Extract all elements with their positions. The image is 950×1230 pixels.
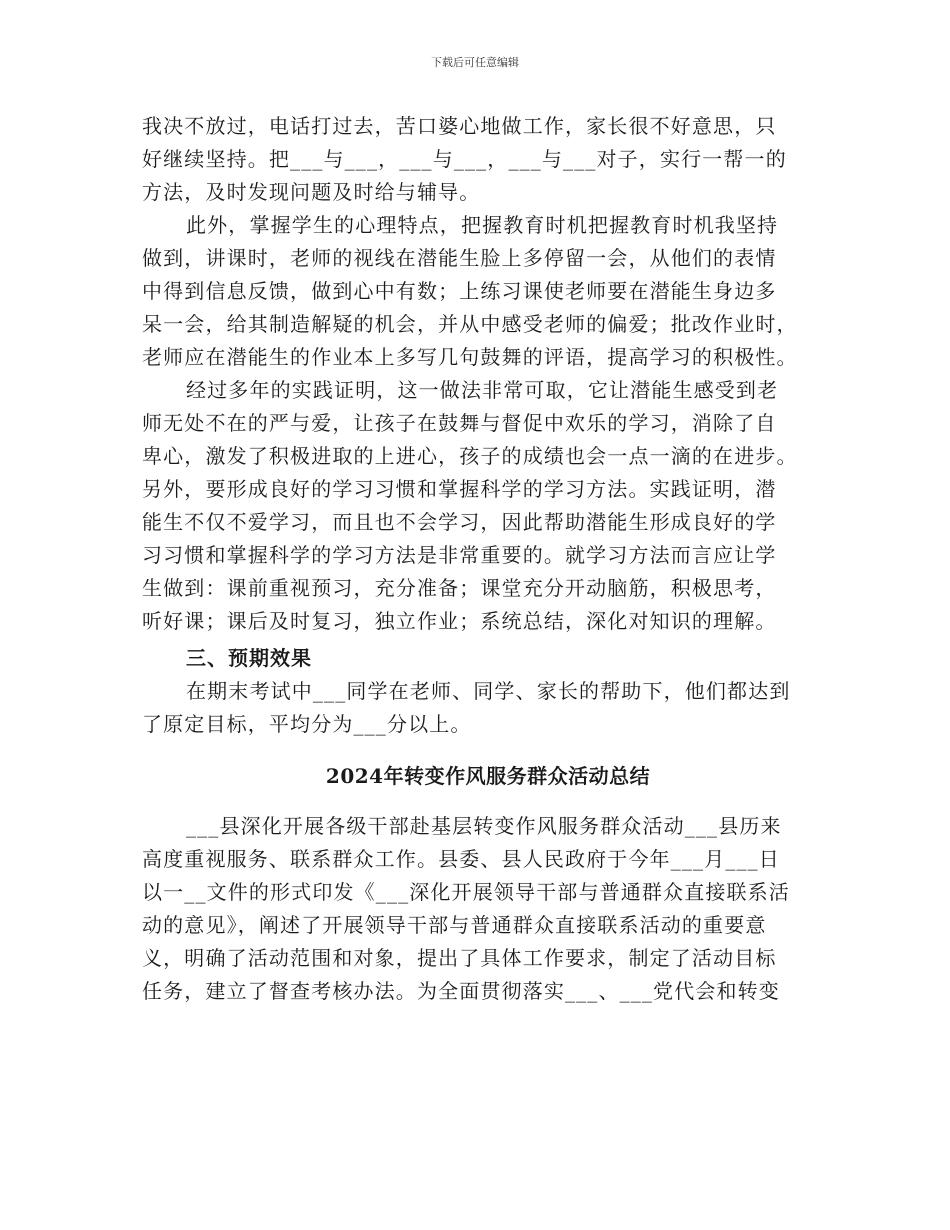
text-line: 以一__文件的形式印发《___深化开展领导干部与普通群众直接联系活 (142, 880, 790, 904)
text-line: 另外，要形成良好的学习习惯和掌握科学的学习方法。实践证明，潜 (142, 477, 777, 501)
text-line: 做到，讲课时，老师的视线在潜能生脸上多停留一会，从他们的表情 (142, 246, 777, 270)
text-line: 任务，建立了督查考核办法。为全面贯彻落实___、___党代会和转变 (142, 979, 780, 1003)
text-line: 呆一会，给其制造解疑的机会，并从中感受老师的偏爱；批改作业时， (142, 312, 798, 336)
text-line: 中得到信息反馈，做到心中有数；上练习课使老师要在潜能生身边多 (142, 279, 777, 303)
text-line: 在期末考试中___同学在老师、同学、家长的帮助下，他们都达到 (186, 679, 791, 703)
text-line: 能生不仅不爱学习，而且也不会学习，因此帮助潜能生形成良好的学 (142, 510, 777, 534)
text-line: 听好课；课后及时复习，独立作业；系统总结，深化对知识的理解。 (142, 609, 777, 633)
text-line: 了原定目标，平均分为___分以上。 (142, 712, 472, 736)
text-line: 高度重视服务、联系群众工作。县委、县人民政府于今年___月___日 (142, 847, 780, 871)
text-line: 老师应在潜能生的作业本上多写几句鼓舞的评语，提高学习的积极性。 (142, 345, 798, 369)
paragraph-effect (142, 675, 814, 741)
document-body (142, 110, 814, 1008)
text-line: 动的意见》，阐述了开展领导干部与普通群众直接联系活动的重要意 (142, 913, 767, 937)
text-line: 卑心，激发了积极进取的上进心，孩子的成绩也会一点一滴的在进步。 (142, 444, 798, 468)
document-title: 2024年转变作风服务群众活动总结 (325, 764, 651, 788)
text-line: 师无处不在的严与爱，让孩子在鼓舞与督促中欢乐的学习，消除了自 (142, 411, 777, 435)
text-line: 好继续坚持。把___与___，___与___，___与___对子，实行一帮一的 (142, 147, 787, 171)
text-line: 方法，及时发现问题及时给与辅导。 (142, 180, 481, 204)
text-line: 习习惯和掌握科学的学习方法是非常重要的。就学习方法而言应让学 (142, 543, 777, 567)
text-line: 此外，掌握学生的心理特点，把握教育时机把握教育时机我坚持 (186, 213, 779, 237)
text-line: 生做到：课前重视预习，充分准备；课堂充分开动脑筋，积极思考， (142, 576, 777, 600)
text-line: 义，明确了活动范围和对象，提出了具体工作要求，制定了活动目标 (142, 946, 777, 970)
text-line: ___县深化开展各级干部赴基层转变作风服务群众活动___县历来 (186, 814, 782, 838)
paragraph-summary (142, 810, 814, 1008)
section-heading: 三、预期效果 (186, 646, 312, 670)
page-header-note: 下载后可任意编辑 (431, 56, 519, 69)
text-line: 我决不放过，电话打过去，苦口婆心地做工作，家长很不好意思，只 (142, 114, 777, 138)
text-line: 经过多年的实践证明，这一做法非常可取，它让潜能生感受到老 (186, 378, 779, 402)
paragraph-top (142, 110, 814, 638)
